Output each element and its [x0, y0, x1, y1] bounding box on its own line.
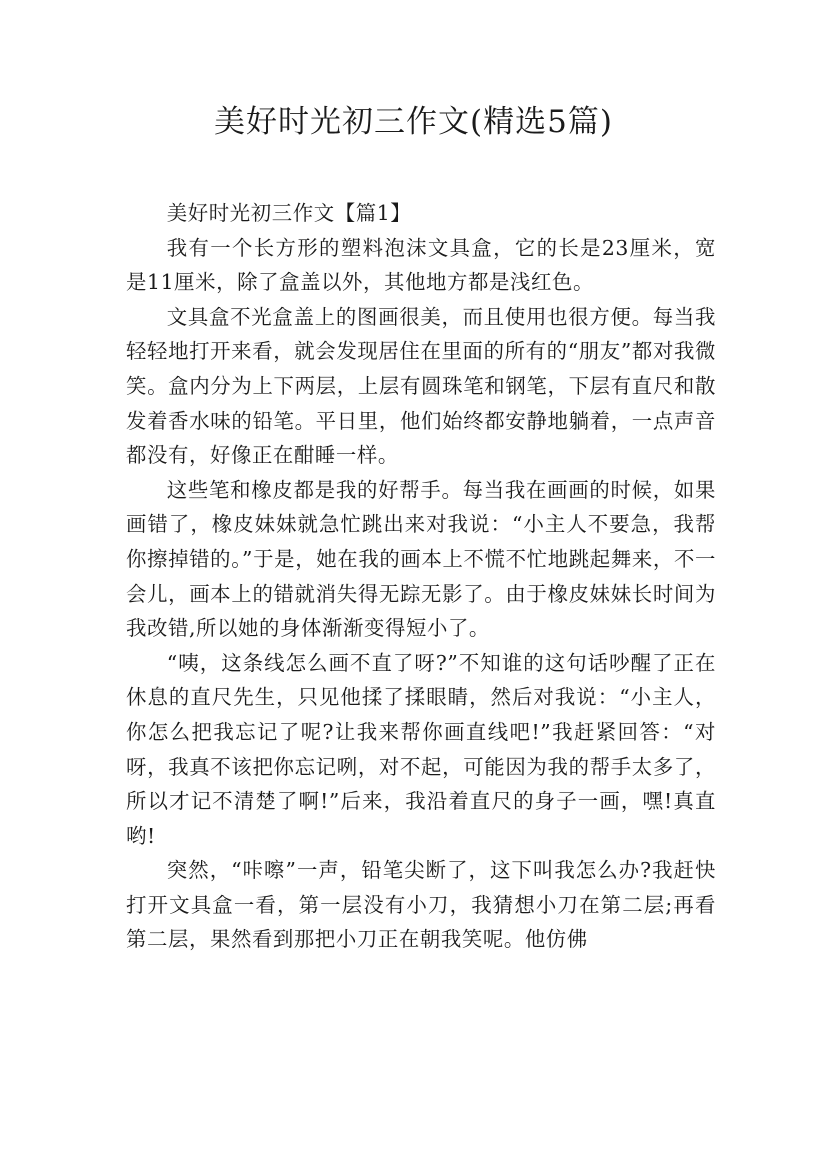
paragraph-5: 突然，“咔嚓”一声，铅笔尖断了，这下叫我怎么办?我赶快打开文具盒一看，第一层没有小刀，我猜想小刀在第二层;再看第二层，果然看到那把小刀正在朝我笑呢。他仿佛	[126, 858, 716, 952]
document-body	[126, 196, 716, 957]
section-heading: 美好时光初三作文【篇1】	[166, 201, 412, 225]
paragraph-1: 我有一个长方形的塑料泡沫文具盒，它的长是23厘米，宽是11厘米，除了盒盖以外，其他地方都是浅红色。	[126, 235, 716, 295]
paragraph-4: “咦，这条线怎么画不直了呀?”不知谁的这句话吵醒了正在休息的直尺先生，只见他揉了揉眼睛，然后对我说：“小主人，你怎么把我忘记了呢?让我来帮你画直线吧!”我赶紧回答：“对呀，我真不该把你忘记咧，对不起，可能因为我的帮手太多了，所以才记不清楚了啊!”后来，我沿着直尺的身子一画，嘿!真直哟!	[126, 650, 716, 848]
paragraph-3: 这些笔和橡皮都是我的好帮手。每当我在画画的时候，如果画错了，橡皮妹妹就急忙跳出来对我说：“小主人不要急，我帮你擦掉错的。”于是，她在我的画本上不慌不忙地跳起舞来，不一会儿，画本上的错就消失得无踪无影了。由于橡皮妹妹长时间为我改错,所以她的身体渐渐变得短小了。	[126, 477, 716, 641]
paragraph-2: 文具盒不光盒盖上的图画很美，而且使用也很方便。每当我轻轻地打开来看，就会发现居住在里面的所有的“朋友”都对我微笑。盒内分为上下两层，上层有圆珠笔和钢笔，下层有直尺和散发着香水味的铅笔。平日里，他们始终都安静地躺着，一点声音都没有，好像正在酣睡一样。	[126, 304, 716, 468]
document-title: 美好时光初三作文(精选5篇)	[214, 104, 613, 140]
